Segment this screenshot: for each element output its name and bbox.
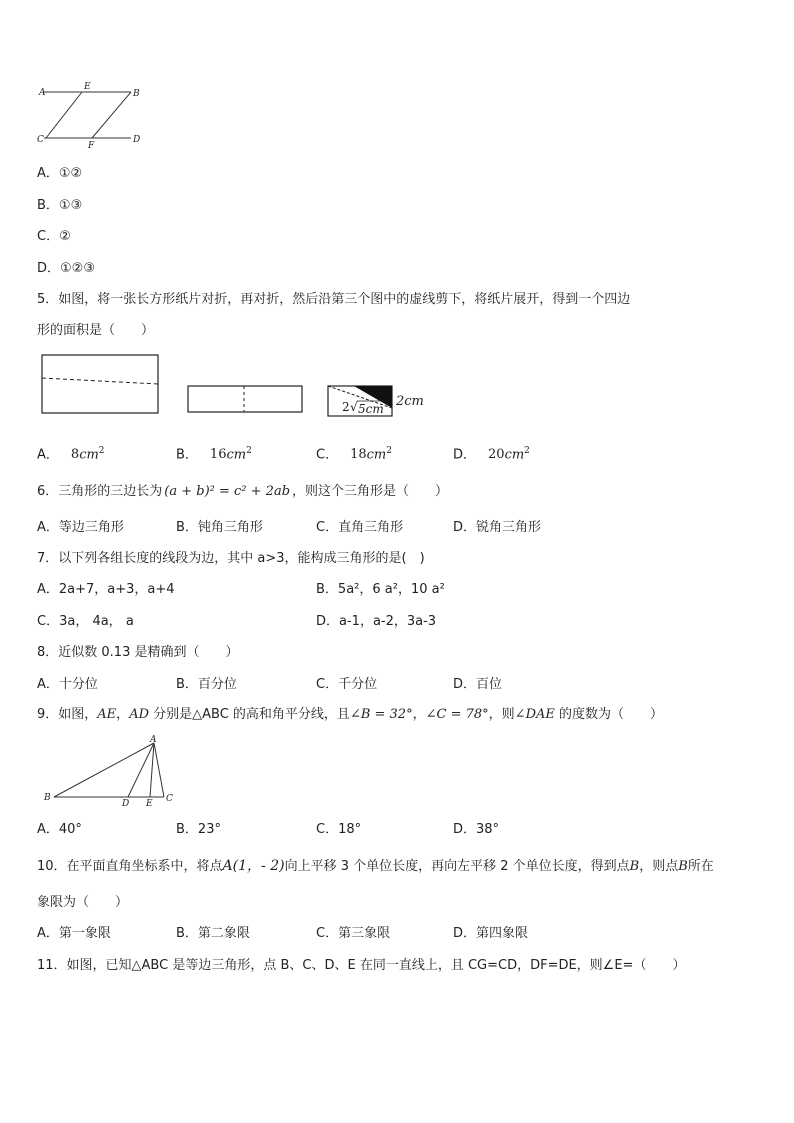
q10-stem-p4: 所在 <box>687 859 714 874</box>
fig-label-b: B <box>44 793 51 803</box>
q10-stem-line1 <box>37 858 714 875</box>
q4-option-b: B．①③ <box>37 198 83 213</box>
q6-stem-pre: 6．三角形的三边长为 <box>37 484 163 499</box>
option-number: 18 <box>350 447 367 463</box>
fig-label-sqrt-sign: √ <box>350 400 358 414</box>
folded-paper-figure <box>38 350 438 420</box>
q5-option-b <box>176 443 252 463</box>
q4-option-d: D．①②③ <box>37 261 95 276</box>
option-number: 16 <box>209 447 227 463</box>
fig-label-d: D <box>122 799 130 809</box>
fig-label-e: E <box>84 82 91 92</box>
q9-stem <box>37 707 663 723</box>
q9-option-d: D．38° <box>453 822 500 837</box>
fig-label-d: D <box>133 135 141 145</box>
q10-point-b: B <box>629 859 640 874</box>
triangle-figure <box>40 735 190 810</box>
q7-option-c: C．3a， 4a， a <box>37 614 134 629</box>
q9-angle-dae: ∠DAE <box>514 707 555 722</box>
option-letter: B． <box>176 447 198 463</box>
q9-stem-p5: ，则 <box>488 707 515 722</box>
q10-option-b: B．第二象限 <box>176 926 250 941</box>
q9-option-c: C．18° <box>316 822 362 837</box>
fig-label-c: C <box>166 794 173 804</box>
option-unit: cm <box>79 447 99 463</box>
option-number: 8 <box>70 447 80 463</box>
q9-angle-c: ∠C = 78° <box>425 707 489 722</box>
q5-stem-line2: 形的面积是（ ） <box>37 323 155 338</box>
q6-stem <box>37 484 448 500</box>
fig-label-f: F <box>88 141 95 151</box>
q10-stem-p2: 向上平移 3 个单位长度，再向左平移 2 个单位长度，得到点 <box>284 859 630 874</box>
q10-point-a: A(1，- 2) <box>222 858 285 874</box>
option-letter: A． <box>37 447 59 463</box>
fig-label-a: A <box>150 735 157 745</box>
fig-label-2: 2 <box>342 400 350 414</box>
q9-stem-p6: 的度数为（ ） <box>554 707 664 722</box>
option-unit: cm <box>366 447 387 463</box>
q4-option-a: A．①② <box>37 166 83 181</box>
option-exponent: 2 <box>524 446 530 456</box>
q10-stem-p1: 10．在平面直角坐标系中，将点 <box>37 859 223 874</box>
q7-option-a: A．2a+7，a+3，a+4 <box>37 582 175 597</box>
q9-stem-p3: 分别是△ABC 的高和角平分线，且 <box>149 707 350 722</box>
option-exponent: 2 <box>386 446 392 456</box>
q8-option-a: A．十分位 <box>37 677 98 692</box>
fig-label-e: E <box>146 799 153 809</box>
q6-option-a: A．等边三角形 <box>37 520 124 535</box>
q8-option-b: B．百分位 <box>176 677 237 692</box>
q11-stem: 11．如图，已知△ABC 是等边三角形，点 B、C、D、E 在同一直线上，且 CG=CD，DF=DE，则∠E=（ ） <box>37 958 686 973</box>
q10-option-c: C．第三象限 <box>316 926 391 941</box>
q7-stem: 7．以下列各组长度的线段为边，其中 a>3，能构成三角形的是( ) <box>37 551 425 566</box>
option-letter: D． <box>453 447 477 463</box>
q7-option-d: D．a-1，a-2，3a-3 <box>316 614 437 629</box>
option-exponent: 2 <box>98 446 105 456</box>
option-unit: cm <box>504 447 525 463</box>
fig-label-b: B <box>133 89 140 99</box>
q7-option-b: B．5a²，6 a²，10 a² <box>316 582 445 597</box>
q6-stem-post: ，则这个三角形是（ ） <box>292 484 449 499</box>
q10-option-a: A．第一象限 <box>37 926 111 941</box>
q6-option-c: C．直角三角形 <box>316 520 404 535</box>
q5-option-a <box>37 443 105 463</box>
q9-stem-p1: 9．如图， <box>37 707 98 722</box>
option-unit: cm <box>226 447 247 463</box>
q9-option-a: A．40° <box>37 822 82 837</box>
q4-option-c: C．② <box>37 229 71 244</box>
fig-label-a: A <box>39 88 46 98</box>
q6-formula: (a + b)² = c² + 2ab <box>164 484 291 499</box>
q10-point-b-2: B <box>678 859 688 874</box>
option-letter: C． <box>316 447 339 463</box>
option-exponent: 2 <box>246 446 252 456</box>
q10-option-d: D．第四象限 <box>453 926 529 941</box>
fig-label-5cm: 5cm <box>358 402 384 416</box>
q9-option-b: B．23° <box>176 822 221 837</box>
q6-option-b: B．钝角三角形 <box>176 520 263 535</box>
fig-label-c: C <box>37 135 44 145</box>
option-number: 20 <box>488 447 505 463</box>
q8-option-c: C．千分位 <box>316 677 378 692</box>
q8-option-d: D．百位 <box>453 677 503 692</box>
q9-stem-p2: ， <box>116 707 130 722</box>
q9-ae: AE <box>97 707 117 722</box>
q5-stem-line1: 5．如图，将一张长方形纸片对折，再对折，然后沿第三个图中的虚线剪下，将纸片展开，得到一个四边 <box>37 292 631 307</box>
parallelogram-figure <box>34 80 154 150</box>
q5-option-d <box>453 443 530 463</box>
q6-option-d: D．锐角三角形 <box>453 520 542 535</box>
q9-angle-b: ∠B = 32° <box>349 707 413 722</box>
q10-stem-p3: ，则点 <box>639 859 679 874</box>
q10-stem-line2: 象限为（ ） <box>37 895 129 910</box>
q9-ad: AD <box>129 707 149 722</box>
q5-option-c <box>316 443 392 463</box>
q8-stem: 8．近似数 0.13 是精确到（ ） <box>37 645 239 660</box>
fig-label-2cm: 2cm <box>396 394 424 409</box>
q9-stem-p4: ， <box>412 707 426 722</box>
